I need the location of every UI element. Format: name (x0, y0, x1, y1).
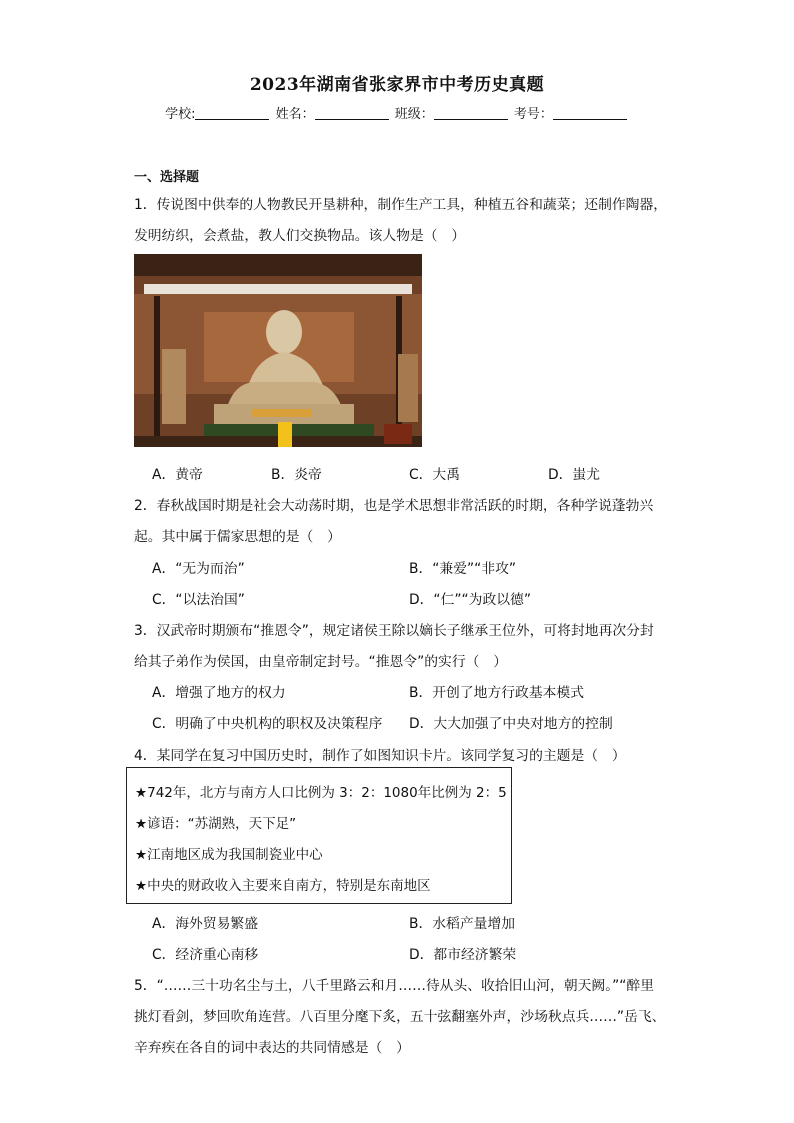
q2-line1: 2．春秋战国时期是社会大动荡时期，也是学术思想非常活跃的时期，各种学说蓬勃兴 (134, 498, 654, 514)
q4-line1: 4．某同学在复习中国历史时，制作了如图知识卡片。该同学复习的主题是（ ） (134, 748, 626, 764)
q1-option-d: D．蚩尤 (548, 467, 601, 483)
q5-line2: 挑灯看剑，梦回吹角连营。八百里分麾下炙，五十弦翻塞外声，沙场秋点兵……”岳飞、 (134, 1009, 666, 1025)
q3-option-a: A．增强了地方的权力 (152, 685, 286, 701)
q3-line1: 3．汉武帝时期颁布“推恩令”，规定诸侯王除以嫡长子继承王位外，可将封地再次分封 (134, 623, 654, 639)
q3-line2: 给其子弟作为侯国，由皇帝制定封号。“推恩令”的实行（ ） (134, 654, 508, 670)
q5-line1: 5．“……三十功名尘与土，八千里路云和月……待从头、收拾旧山河，朝天阙。”“醉里 (134, 978, 655, 994)
q3-option-b: B．开创了地方行政基本模式 (409, 685, 585, 701)
card-item: ★742年，北方与南方人口比例为 3：2：1080年比例为 2：5 (135, 785, 507, 801)
card-item: ★谚语：“苏湖熟，天下足” (135, 816, 297, 832)
school-blank (195, 107, 269, 120)
q1-option-c: C．大禹 (409, 467, 461, 483)
card-item: ★中央的财政收入主要来自南方，特别是东南地区 (135, 878, 431, 894)
q4-option-a: A．海外贸易繁盛 (152, 916, 259, 932)
exam-no-blank (553, 107, 627, 120)
q3-option-c: C．明确了中央机构的职权及决策程序 (152, 716, 383, 732)
q2-option-b: B．“兼爱”“非攻” (409, 561, 517, 577)
knowledge-card (126, 767, 512, 904)
q4-option-c: C．经济重心南移 (152, 947, 259, 963)
q3-option-d: D．大大加强了中央对地方的控制 (409, 716, 613, 732)
class-label: 班级： (394, 107, 434, 122)
q1-option-a: A．黄帝 (152, 467, 203, 483)
statue-photo-illustration (134, 254, 422, 447)
page-title: 2023年湖南省张家界市中考历史真题 (249, 75, 545, 95)
class-blank (434, 107, 508, 120)
q4-option-b: B．水稻产量增加 (409, 916, 516, 932)
q5-line3: 辛弃疾在各自的词中表达的共同情感是（ ） (134, 1040, 410, 1056)
q2-line2: 起。其中属于儒家思想的是（ ） (134, 529, 341, 545)
q2-option-a: A．“无为而治” (152, 561, 245, 577)
name-blank (315, 107, 389, 120)
student-info-row (0, 103, 794, 122)
q2-option-c: C．“以法治国” (152, 592, 245, 608)
q1-line2: 发明纺织，会煮盐，教人们交换物品。该人物是（ ） (134, 228, 466, 244)
q2-option-d: D．“仁”“为政以德” (409, 592, 531, 608)
q1-option-b: B．炎帝 (271, 467, 322, 483)
section-heading: 一、选择题 (134, 170, 200, 185)
q4-option-d: D．都市经济繁荣 (409, 947, 517, 963)
name-label: 姓名： (275, 107, 315, 122)
card-item: ★江南地区成为我国制瓷业中心 (135, 847, 323, 863)
statue-photo (134, 254, 422, 447)
q1-line1: 1．传说图中供奉的人物教民开垦耕种，制作生产工具，种植五谷和蔬菜；还制作陶器， (134, 197, 668, 213)
exam-no-label: 考号： (513, 107, 553, 122)
school-label: 学校: (165, 107, 196, 122)
